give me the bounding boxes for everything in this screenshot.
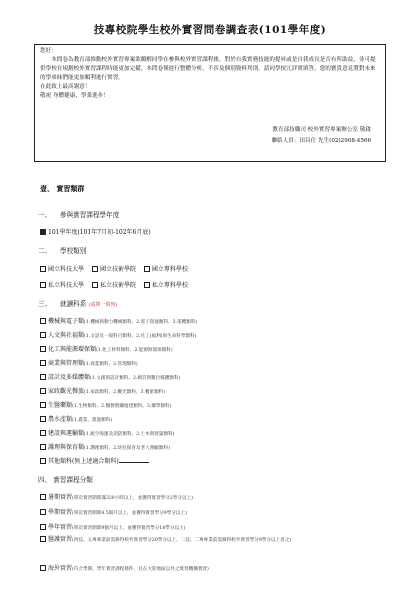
major-option[interactable] <box>40 442 170 451</box>
option-name: 家政觀光餐旅 <box>48 388 85 395</box>
letter-paragraph: 本問卷為教育部推動校外實習專案欲瞭解同學在參與校外實習課程後，對於自我實務技能的提昇或是自我成長是否有所助益，並可提供學校在規劃校外實習課程時能更加完備，本問卷僅進行整體分析，不涉及個別資料判別，請同學按冗詳實填答，您的寶貴意見將對未來的學弟妹們能更加順利進行實習。 <box>40 57 376 81</box>
q2-option-label: 私立技術學院 <box>99 282 136 289</box>
checkbox[interactable] <box>40 524 46 530</box>
major-option[interactable] <box>40 344 173 353</box>
option-desc: (四技、五專專業前需修得校外實習學分20學分以上，二技、二專專業前需修得校外實習學分9學分以上者之) <box>72 538 292 543</box>
q1-heading <box>38 209 119 219</box>
q3-label: 就讀科系 <box>60 300 87 308</box>
internship-type-option[interactable] <box>40 522 185 531</box>
option-desc: (1.文創與設計類科、2.網頁與數位媒體類科) <box>90 376 181 381</box>
q2-option[interactable] <box>92 264 136 273</box>
option-name: 設計及多媒體類 <box>48 374 91 381</box>
internship-type-option[interactable] <box>40 535 385 546</box>
option-desc: (1.化工材料類科、2.能源與環保類科) <box>96 348 173 353</box>
major-option[interactable] <box>40 358 138 367</box>
major-option[interactable] <box>40 330 196 339</box>
internship-type-option[interactable] <box>40 507 187 516</box>
q2-row-1 <box>40 264 194 273</box>
option-desc: (單次實習期間9個月以上，並獲得實習學分18學分以上) <box>72 526 186 531</box>
major-option[interactable] <box>40 400 171 409</box>
option-desc: (1.護理類科、2.幼兒保育及老人照顧類科) <box>84 446 170 451</box>
letter-contact: 聯絡人員：田昌仕 先生(02)2908-4566 <box>271 138 371 144</box>
checkbox[interactable] <box>40 374 46 380</box>
q2-option-label: 私立科技大學 <box>48 282 85 289</box>
checkbox[interactable] <box>40 282 46 288</box>
page-title: 技專校院學生校外實習問卷調查表(101學年度) <box>93 24 327 36</box>
option-name: 化工與能源環保類 <box>48 346 97 353</box>
q2-heading <box>38 245 86 255</box>
option-desc: (單次實習期間4.5個月以上，並獲得實習學分9學分以上) <box>72 511 187 516</box>
q1-number: 一、 <box>38 211 52 219</box>
letter-greeting: 您好： <box>40 48 57 54</box>
checkbox[interactable] <box>40 565 46 571</box>
checkbox[interactable] <box>40 402 46 408</box>
checkbox[interactable] <box>40 494 46 500</box>
option-name: 海外實習 <box>48 565 73 572</box>
option-name: 機械與電子類 <box>48 318 85 325</box>
checkbox[interactable] <box>40 430 46 436</box>
checkbox[interactable] <box>40 458 46 464</box>
option-name: 建設與運輸類 <box>48 430 85 437</box>
internship-type-option[interactable] <box>40 563 209 572</box>
option-name: 學期實習 <box>48 509 73 516</box>
checkbox[interactable] <box>40 444 46 450</box>
major-option[interactable] <box>40 372 180 381</box>
q3-note: (請擇一填列) <box>88 302 118 308</box>
major-option-other[interactable] <box>40 456 149 465</box>
option-desc: (1.機械與動力機械類科、2.電子資通類科、3.電機類科) <box>84 320 198 325</box>
major-option[interactable] <box>40 316 197 325</box>
option-name: 護理與保育類 <box>48 444 85 451</box>
option-desc: (1.商業類科、2.管理類科) <box>84 362 138 367</box>
major-option[interactable] <box>40 414 112 423</box>
q2-option-label: 國立專科學校 <box>151 266 188 273</box>
letter-closing: 敬祝 身體健康，學業進步！ <box>40 93 109 99</box>
option-name: 農水產類 <box>48 416 73 423</box>
q3-heading <box>38 298 117 308</box>
q1-option-label: 101學年度(101年7月初-102年6月底) <box>48 229 151 236</box>
checkbox[interactable] <box>92 266 98 272</box>
option-desc: (1.生物類科、2.醫務暨藥復建類科、3.藥學類科) <box>72 404 172 409</box>
option-desc: (1.農業、農漁類科) <box>72 418 113 423</box>
option-name: 醫護實習 <box>48 536 73 543</box>
q2-option-label: 國立科技大學 <box>48 266 85 273</box>
q3-number: 三、 <box>38 300 52 308</box>
q2-row-2 <box>40 280 194 289</box>
q1-label: 參與實習課程學年度 <box>60 211 120 219</box>
q2-option[interactable] <box>40 264 84 273</box>
checkbox[interactable] <box>144 282 150 288</box>
option-name: 生醫藥類 <box>48 402 73 409</box>
q2-number: 二、 <box>38 247 52 255</box>
internship-type-option[interactable] <box>40 492 193 501</box>
q1-option[interactable] <box>40 227 151 236</box>
q2-option-label: 國立技術學院 <box>99 266 136 273</box>
q2-option[interactable] <box>40 280 84 289</box>
section-2-heading: 四、 實習課程分類 <box>38 476 93 484</box>
option-name: 商業與管理類 <box>48 360 85 367</box>
checkbox[interactable] <box>40 266 46 272</box>
checkbox[interactable] <box>40 388 46 394</box>
option-desc: (符合學期、學年實習課程條件，且在大陸地區以外之實習機構實習) <box>72 567 209 572</box>
checkbox[interactable] <box>40 346 46 352</box>
checkbox[interactable] <box>40 360 46 366</box>
checkbox[interactable] <box>40 509 46 515</box>
checkbox[interactable] <box>40 332 46 338</box>
option-name: 學年實習 <box>48 524 73 531</box>
option-desc: (1.家政類科、2.觀光類科、3.餐旅類科) <box>84 390 166 395</box>
major-option[interactable] <box>40 428 174 437</box>
other-fill-blank[interactable] <box>119 457 149 463</box>
checkbox-checked[interactable] <box>40 229 46 235</box>
major-option[interactable] <box>40 386 165 395</box>
option-desc: (1.航空海運及消防類科、2.土木與建築類科) <box>84 432 175 437</box>
checkbox[interactable] <box>40 416 46 422</box>
checkbox[interactable] <box>92 282 98 288</box>
q2-label: 學校類別 <box>60 247 87 255</box>
option-name: 其他類科(無上述適合類科) <box>48 458 119 465</box>
q2-option[interactable] <box>144 264 188 273</box>
option-name: 暑期實習 <box>48 494 73 501</box>
letter-thanks: 在此致上最高謝意！ <box>40 84 91 90</box>
option-desc: (單次實習期間滿320小時以上，並獲得實習學分2學分以上) <box>72 496 193 501</box>
intro-letter-box <box>34 44 386 162</box>
option-name: 人文與社福類 <box>48 332 85 339</box>
letter-organization: 教育部技職司 校外實習專案辦公室 敬啟 <box>272 127 371 133</box>
section-1-heading: 壹、 實習類群 <box>40 184 85 193</box>
q2-option[interactable] <box>144 280 188 289</box>
q2-option-label: 私立專科學校 <box>151 282 188 289</box>
checkbox[interactable] <box>40 318 46 324</box>
q2-option[interactable] <box>92 280 136 289</box>
checkbox[interactable] <box>144 266 150 272</box>
checkbox[interactable] <box>40 536 46 542</box>
option-desc: (1.文語及一般科目類科、2.社工(福利)與生命科學類科) <box>84 334 197 339</box>
